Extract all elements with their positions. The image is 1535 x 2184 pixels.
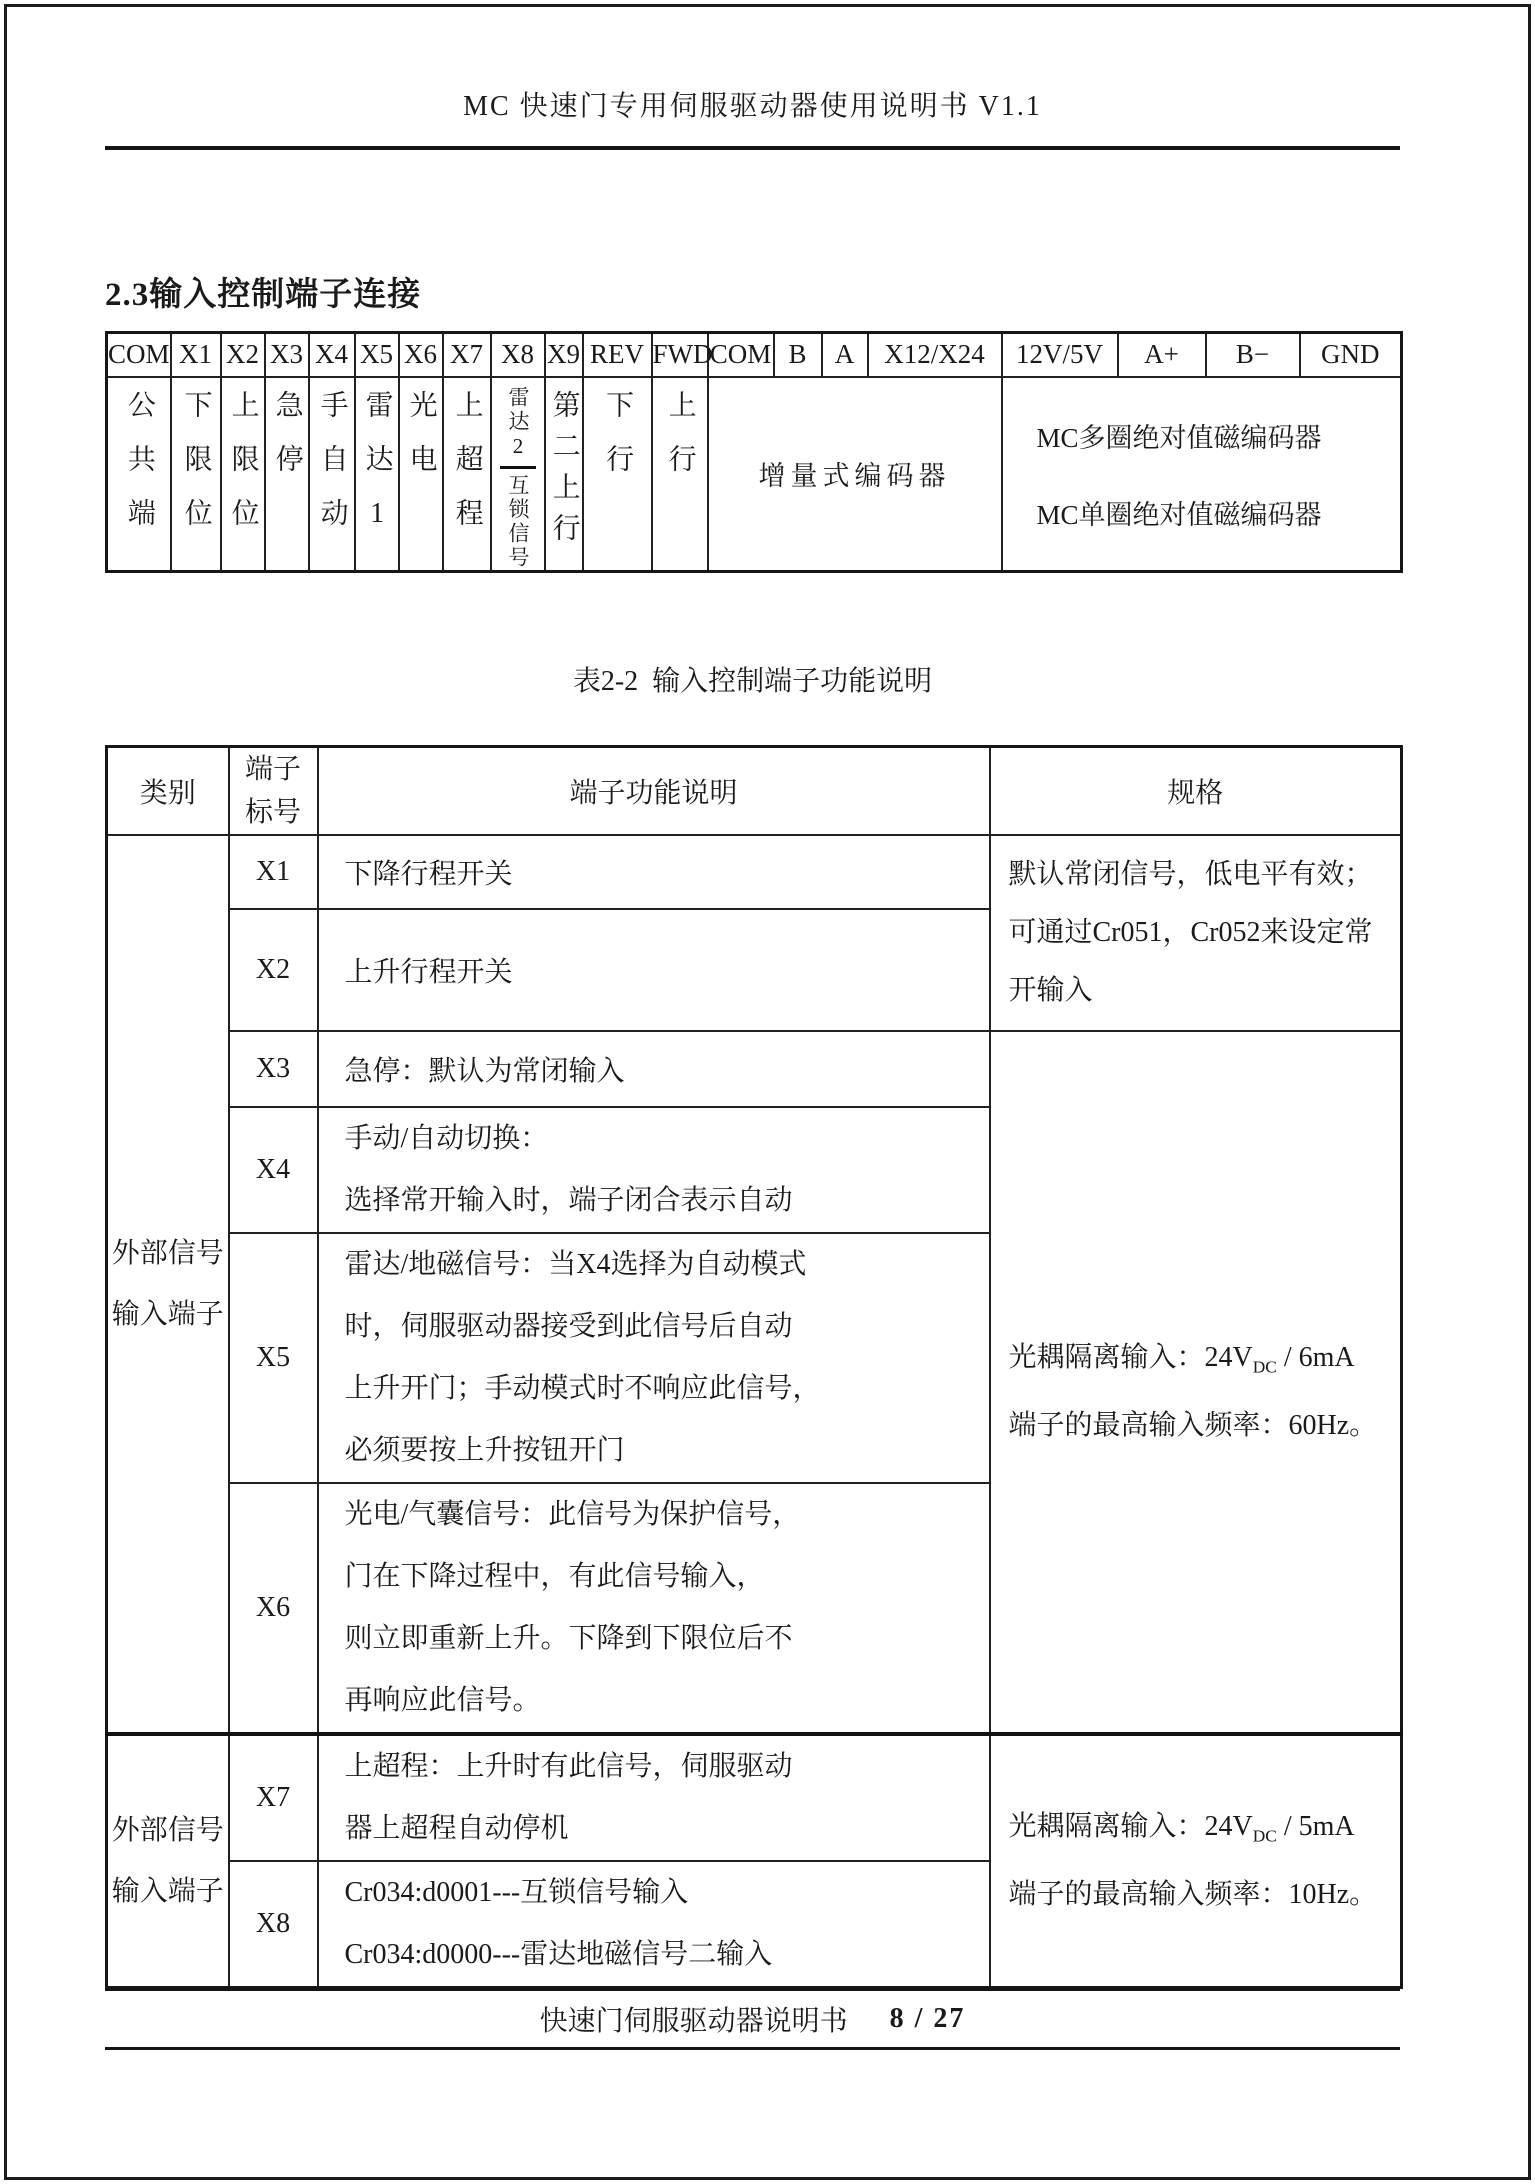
terminal-id-row [107,333,1402,377]
header-terminal-line2: 标号 [244,796,301,828]
page-footer [105,1988,1400,2050]
x6-id: X6 [229,1483,318,1734]
header-terminal-line1: 端子 [244,753,301,785]
spec-x1-x2 [990,835,1402,1031]
absolute-encoder-cell [1002,377,1402,572]
spec-x3-x6-line1: 光耦隔离输入：$24V_{DC} / 6mA$ [1008,1342,1355,1378]
row-x1 [107,835,1402,909]
terminal-label-com: 公共端 [107,377,171,572]
terminal-function-table [105,745,1403,1990]
function-table-header-row [107,746,1402,835]
terminal-id-x1: X1 [171,333,221,377]
terminal-id-12v-5v: 12V/5V [1002,333,1118,377]
x7-description: 上超程：上升时有此信号，伺服驱动 器上超程自动停机 [318,1734,990,1861]
terminal-id-a-plus: A+ [1118,333,1206,377]
x5-description: 雷达/地磁信号：当X4选择为自动模式 时，伺服驱动器接受到此信号后自动 上升开门；手动模式时不响应此信号， 必须要按上升按钮开门 [318,1233,990,1483]
footer-doc-name: 快速门伺服驱动器说明书 [539,2006,848,2037]
spec-x3-x6 [990,1031,1402,1734]
terminal-id-x2: X2 [221,333,265,377]
x2-description: 上升行程开关 [318,909,990,1031]
terminal-id-a: A [822,333,868,377]
spec-x1-x2-line2: 可通过Cr051，Cr052来设定常 [1008,917,1373,949]
terminal-label-x2: 上限位 [221,377,265,572]
absolute-encoder-line2: MC单圈绝对值磁编码器 [1036,499,1322,530]
x8-id: X8 [229,1861,318,1988]
category-group1 [107,835,229,1734]
terminal-label-x8-stack [492,378,544,570]
spec-x7-x8-line1: 光耦隔离输入：$24V_{DC} / 5mA$ [1008,1811,1355,1847]
x3-description: 急停：默认为常闭输入 [318,1031,990,1107]
footer-page-number: 8 / 27 [889,2003,966,2034]
terminal-label-x6: 光电 [399,377,443,572]
x5-id: X5 [229,1233,318,1483]
terminal-label-row [107,377,1402,572]
terminal-id-gnd: GND [1300,333,1402,377]
spec-x1-x2-line3: 开输入 [1008,975,1093,1007]
spec-x1-x2-line1: 默认常闭信号，低电平有效； [1008,859,1373,891]
terminal-id-b: B [774,333,822,377]
terminal-label-x8 [491,377,545,572]
x3-id: X3 [229,1031,318,1107]
terminal-connection-table [105,331,1403,573]
header-terminal-label [229,746,318,835]
terminal-label-x8-divider [500,466,536,469]
terminal-label-rev: 下行 [583,377,652,572]
terminal-id-x7: X7 [443,333,491,377]
terminal-label-x5: 雷达1 [355,377,399,572]
terminal-id-x6: X6 [399,333,443,377]
header-spec: 规格 [990,746,1402,835]
terminal-id-com2: COM [708,333,774,377]
x6-description: 光电/气囊信号：此信号为保护信号， 门在下降过程中，有此信号输入， 则立即重新上升。下降到下限位后不 再响应此信号。 [318,1483,990,1734]
category-group2 [107,1734,229,1988]
spec-x3-x6-line2: 端子的最高输入频率：60Hz。 [1008,1410,1378,1442]
spec-x7-x8-line2: 端子的最高输入频率：10Hz。 [1008,1879,1378,1911]
page-title: MC 快速门专用伺服驱动器使用说明书 V1.1 [463,91,1042,122]
terminal-id-b-minus: B− [1206,333,1300,377]
page-content [105,0,1400,1989]
section-title: 2.3输入控制端子连接 [105,277,422,313]
x4-id: X4 [229,1107,318,1233]
category-group2-line2: 输入端子 [111,1876,224,1908]
category-group1-line2: 输入端子 [111,1299,224,1331]
spec-x7-x8 [990,1734,1402,1988]
terminal-id-x3: X3 [265,333,309,377]
header-description: 端子功能说明 [318,746,990,835]
x7-id: X7 [229,1734,318,1861]
terminal-label-x8-bottom: 互锁信号 [506,473,531,570]
terminal-label-x3: 急停 [265,377,309,572]
absolute-encoder-line1: MC多圈绝对值磁编码器 [1036,422,1322,453]
category-group1-line1: 外部信号 [111,1237,224,1269]
terminal-label-fwd: 上行 [652,377,708,572]
x2-id: X2 [229,909,318,1031]
header-rule [105,146,1400,150]
terminal-id-rev: REV [583,333,652,377]
incremental-encoder-cell: 增量式编码器 [708,377,1002,572]
x4-description: 手动/自动切换： 选择常开输入时，端子闭合表示自动 [318,1107,990,1233]
terminal-label-x4: 手自动 [309,377,355,572]
terminal-label-x8-top: 雷达2 [506,385,531,461]
spec-x3-x6-subscript: DC [1252,1358,1277,1378]
header-category: 类别 [107,746,229,835]
row-x3 [107,1031,1402,1107]
table-caption: 表2-2 输入控制端子功能说明 [572,665,933,697]
terminal-id-x5: X5 [355,333,399,377]
terminal-id-com: COM [107,333,171,377]
terminal-id-x12-x24: X12/X24 [868,333,1002,377]
spec-x7-x8-subscript: DC [1252,1827,1277,1847]
terminal-id-x9: X9 [545,333,583,377]
x8-description: Cr034:d0001---互锁信号输入 Cr034:d0000---雷达地磁信号二输入 [318,1861,990,1988]
terminal-label-x1: 下限位 [171,377,221,572]
terminal-label-x7: 上超程 [443,377,491,572]
category-group2-line1: 外部信号 [111,1814,224,1846]
terminal-label-x9: 第二上行 [545,377,583,572]
x1-description: 下降行程开关 [318,835,990,909]
row-x7 [107,1734,1402,1861]
terminal-id-x8: X8 [491,333,545,377]
x1-id: X1 [229,835,318,909]
terminal-id-x4: X4 [309,333,355,377]
terminal-id-fwd: FWD [652,333,708,377]
